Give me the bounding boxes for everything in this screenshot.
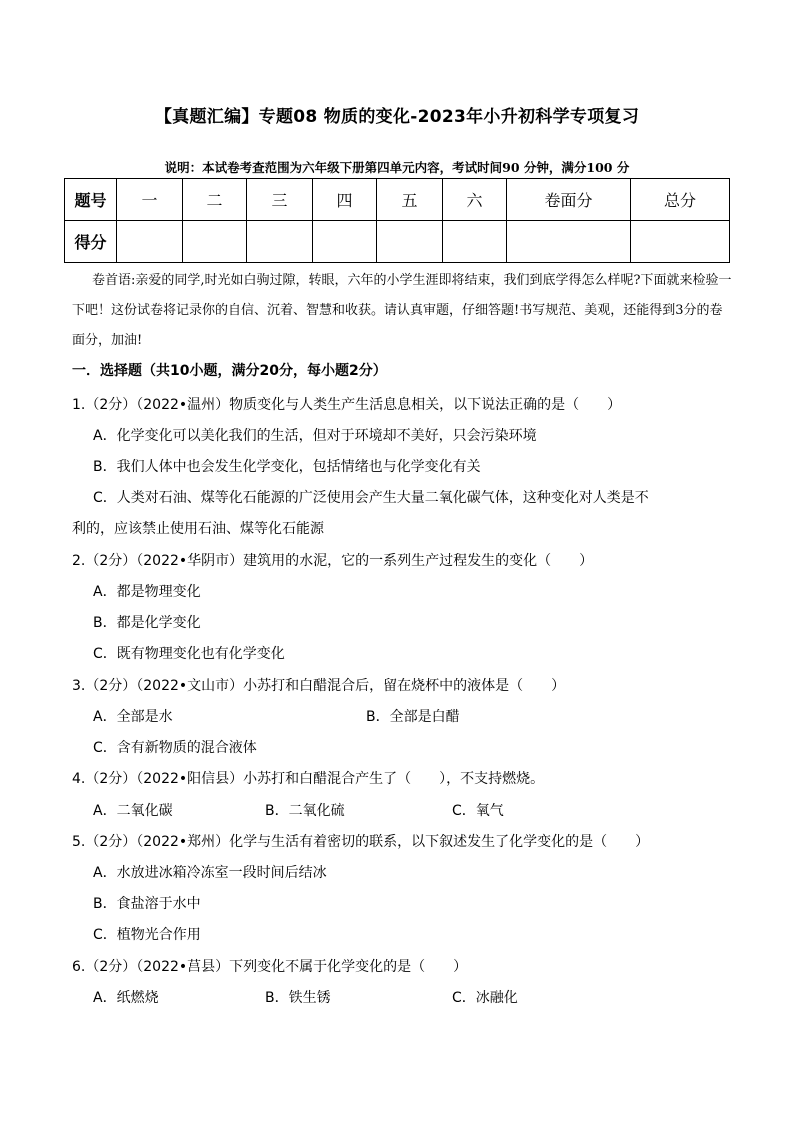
question-stem-3: 3.（2分）（2022•文山市）小苏打和白醋混合后，留在烧杯中的液体是（ ） (72, 678, 566, 694)
score-table-header-row (65, 179, 730, 221)
question-4-option-c[interactable]: C．氧气 (452, 803, 504, 819)
question-2-option-c[interactable]: C．既有物理变化也有化学变化 (93, 646, 285, 662)
header-cell-3: 三 (247, 179, 313, 221)
header-cell-total: 总分 (631, 179, 730, 221)
question-1-option-b[interactable]: B．我们人体中也会发生化学变化，包括情绪也与化学变化有关 (93, 459, 481, 475)
score-cell[interactable] (507, 221, 631, 263)
question-4-option-b[interactable]: B．二氧化硫 (265, 803, 345, 819)
header-cell-2: 二 (183, 179, 247, 221)
question-stem-2: 2.（2分）（2022•华阴市）建筑用的水泥，它的一系列生产过程发生的变化（ ） (72, 553, 594, 569)
header-cell-1: 一 (117, 179, 183, 221)
question-6-option-b[interactable]: B．铁生锈 (265, 990, 331, 1006)
score-table-score-row (65, 221, 730, 263)
question-3-option-b[interactable]: B．全部是白醋 (366, 709, 460, 725)
header-cell-4: 四 (313, 179, 377, 221)
score-cell[interactable] (183, 221, 247, 263)
question-6-option-c[interactable]: C．冰融化 (452, 990, 518, 1006)
question-stem-4: 4.（2分）（2022•阳信县）小苏打和白醋混合产生了（ ），不支持燃烧。 (72, 771, 545, 787)
question-stem-1: 1.（2分）（2022•温州）物质变化与人类生产生活息息相关，以下说法正确的是（ ） (72, 397, 622, 413)
question-1-option-c-continued: 利的，应该禁止使用石油、煤等化石能源 (72, 521, 324, 537)
question-2-option-a[interactable]: A．都是物理变化 (93, 584, 201, 600)
header-cell-5: 五 (377, 179, 443, 221)
score-cell[interactable] (313, 221, 377, 263)
score-cell[interactable] (443, 221, 507, 263)
intro-paragraph: 卷首语:亲爱的同学,时光如白驹过隙，转眼，六年的小学生涯即将结束，我们到底学得怎么样呢?下面就来检验一下吧！这份试卷将记录你的自信、沉着、智慧和收获。请认真审题，仔细答题!书写规范、美观，还能得到3分的卷面分，加油! (72, 273, 732, 348)
score-cell[interactable] (631, 221, 730, 263)
question-5-option-b[interactable]: B．食盐溶于水中 (93, 896, 201, 912)
question-stem-5: 5.（2分）（2022•郑州）化学与生活有着密切的联系，以下叙述发生了化学变化的是（ ） (72, 834, 650, 850)
section-title: 一．选择题（共10小题，满分20分，每小题2分） (72, 363, 387, 379)
question-6-option-a[interactable]: A．纸燃烧 (93, 990, 159, 1006)
question-3-option-c[interactable]: C．含有新物质的混合液体 (93, 740, 257, 756)
question-stem-6: 6.（2分）（2022•莒县）下列变化不属于化学变化的是（ ） (72, 959, 468, 975)
header-cell-6: 六 (443, 179, 507, 221)
question-5-option-a[interactable]: A．水放进冰箱冷冻室一段时间后结冰 (93, 865, 327, 881)
question-2-option-b[interactable]: B．都是化学变化 (93, 615, 201, 631)
question-1-option-c[interactable]: C．人类对石油、煤等化石能源的广泛使用会产生大量二氧化碳气体，这种变化对人类是不 (93, 490, 649, 506)
score-table (64, 178, 730, 263)
question-3-option-a[interactable]: A．全部是水 (93, 709, 173, 725)
exam-note: 说明：本试卷考查范围为六年级下册第四单元内容，考试时间90 分钟，满分100 分 (164, 160, 630, 175)
score-cell[interactable] (117, 221, 183, 263)
question-4-option-a[interactable]: A．二氧化碳 (93, 803, 173, 819)
score-cell[interactable] (247, 221, 313, 263)
score-row-label: 得分 (65, 221, 117, 263)
question-1-option-a[interactable]: A．化学变化可以美化我们的生活，但对于环境却不美好，只会污染环境 (93, 428, 537, 444)
exam-title: 【真题汇编】专题08 物质的变化-2023年小升初科学专项复习 (154, 107, 640, 127)
header-cell-label: 题号 (65, 179, 117, 221)
question-5-option-c[interactable]: C．植物光合作用 (93, 927, 201, 943)
header-cell-style: 卷面分 (507, 179, 631, 221)
score-cell[interactable] (377, 221, 443, 263)
